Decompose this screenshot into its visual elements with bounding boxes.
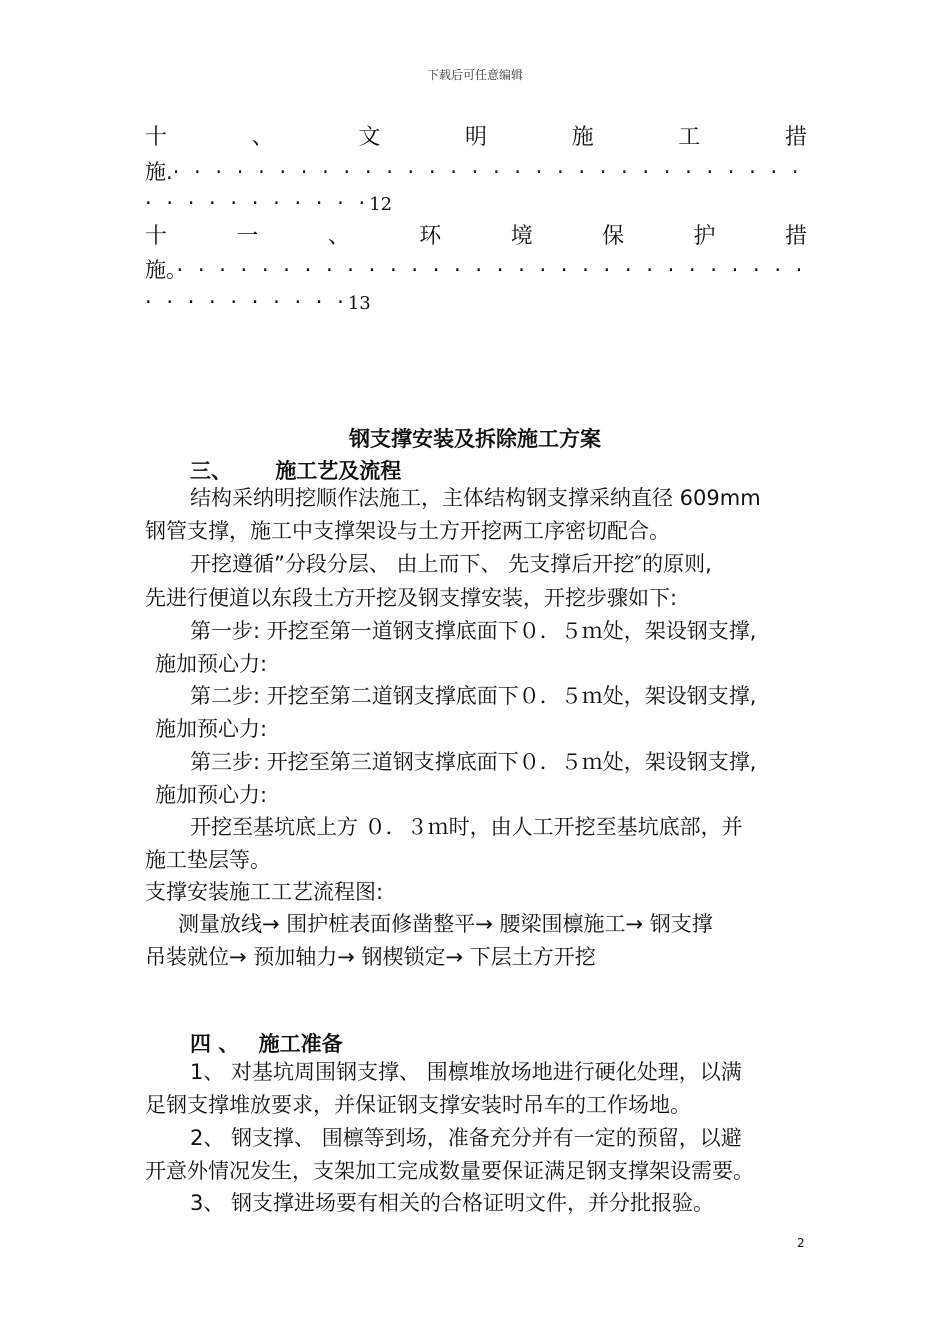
toc-lead: 施. xyxy=(145,160,173,184)
paragraph-line: 施工垫层等。 xyxy=(145,848,271,872)
toc-char: 十 xyxy=(145,224,168,249)
toc-char: 文 xyxy=(358,125,381,150)
section-number: 三、 xyxy=(190,459,232,483)
page-number: 2 xyxy=(797,1236,805,1250)
paragraph-line: 钢管支撑，施工中支撑架设与土方开挖两工序密切配合。 xyxy=(145,519,670,543)
section-title: 施工艺及流程 xyxy=(275,459,402,483)
paragraph-line: 先进行便道以东段土方开挖及钢支撑安装，开挖步骤如下: xyxy=(145,586,678,610)
paragraph-line: 结构采纳明挖顺作法施工，主体结构钢支撑采纳直径 609mm xyxy=(190,486,761,510)
list-item-2-line: 开意外情况发生，支架加工完成数量要保证满足钢支撑架设需要。 xyxy=(145,1159,754,1183)
paragraph-line: 开挖至基坑底上方 ０．３ｍ时，由人工开挖至基坑底部，并 xyxy=(190,815,743,839)
toc-dots: · · · · · · · · · · xyxy=(145,290,348,314)
toc-entry-11-leader xyxy=(145,260,806,281)
flow-chart-line: 吊装就位→ 预加轴力→ 钢楔锁定→ 下层土方开挖 xyxy=(145,945,596,969)
section-4-heading xyxy=(190,1028,343,1058)
toc-lead: 施。 xyxy=(145,258,177,282)
toc-char: 一 xyxy=(236,224,259,249)
toc-page-number: 12 xyxy=(369,194,393,215)
toc-char: 措 xyxy=(784,224,807,249)
list-item-1-line: 足钢支撑堆放要求，并保证钢支撑安装时吊车的工作场地。 xyxy=(145,1093,691,1117)
toc-page-number: 13 xyxy=(347,293,371,314)
toc-dots: · · · · · · · · · · · · · · · · · · · · · · · · · · · · · · xyxy=(172,160,803,184)
step-3-line: 施加预心力: xyxy=(155,783,268,807)
toc-char: 保 xyxy=(602,224,625,249)
flow-chart-title: 支撑安装施工工艺流程图: xyxy=(145,880,384,904)
list-item-2-line: 2、 钢支撑、 围檩等到场，准备充分并有一定的预留，以避 xyxy=(190,1126,742,1150)
page-header: 下载后可任意编辑 xyxy=(426,68,523,82)
step-1-line: 第一步: 开挖至第一道钢支撑底面下０．５ｍ处，架设钢支撑, xyxy=(190,619,757,643)
toc-char: 护 xyxy=(693,224,716,249)
toc-dots: · · · · · · · · · · · xyxy=(145,191,370,215)
toc-entry-10-leader xyxy=(145,162,803,183)
step-2-line: 第二步: 开挖至第二道钢支撑底面下０．５ｍ处，架设钢支撑, xyxy=(190,684,757,708)
section-title: 施工准备 xyxy=(258,1032,343,1056)
toc-entry-10-title xyxy=(145,127,807,149)
document-title: 钢支撑安装及拆除施工方案 xyxy=(349,427,601,451)
toc-entry-11-title xyxy=(145,226,807,248)
paragraph-line: 开挖遵循”分段分层、 由上而下、 先支撑后开挖″的原则, xyxy=(190,552,712,576)
toc-char: 施 xyxy=(571,125,594,150)
toc-char: 环 xyxy=(419,224,442,249)
section-3-heading xyxy=(190,455,401,485)
toc-char: 措 xyxy=(784,125,807,150)
flow-chart-line: 测量放线→ 围护桩表面修凿整平→ 腰梁围檩施工→ 钢支撑 xyxy=(178,912,713,936)
step-3-line: 第三步: 开挖至第三道钢支撑底面下０．５ｍ处，架设钢支撑, xyxy=(190,750,757,774)
toc-dots: · · · · · · · · · · · · · · · · · · · · · · · · · · · · · · xyxy=(176,258,807,282)
toc-char: 、 xyxy=(251,125,274,150)
list-item-3-line: 3、 钢支撑进场要有相关的合格证明文件，并分批报验。 xyxy=(190,1191,715,1215)
toc-char: 十 xyxy=(145,125,168,150)
toc-entry-11-page-line xyxy=(145,292,371,313)
list-item-1-line: 1、 对基坑周围钢支撑、 围檩堆放场地进行硬化处理，以满 xyxy=(190,1060,742,1084)
toc-char: 工 xyxy=(678,125,701,150)
step-2-line: 施加预心力: xyxy=(155,717,268,741)
toc-char: 境 xyxy=(510,224,533,249)
toc-entry-10-page-line xyxy=(145,193,392,214)
step-1-line: 施加预心力: xyxy=(155,652,268,676)
section-number: 四 、 xyxy=(190,1032,240,1056)
toc-char: 、 xyxy=(327,224,350,249)
toc-char: 明 xyxy=(464,125,487,150)
